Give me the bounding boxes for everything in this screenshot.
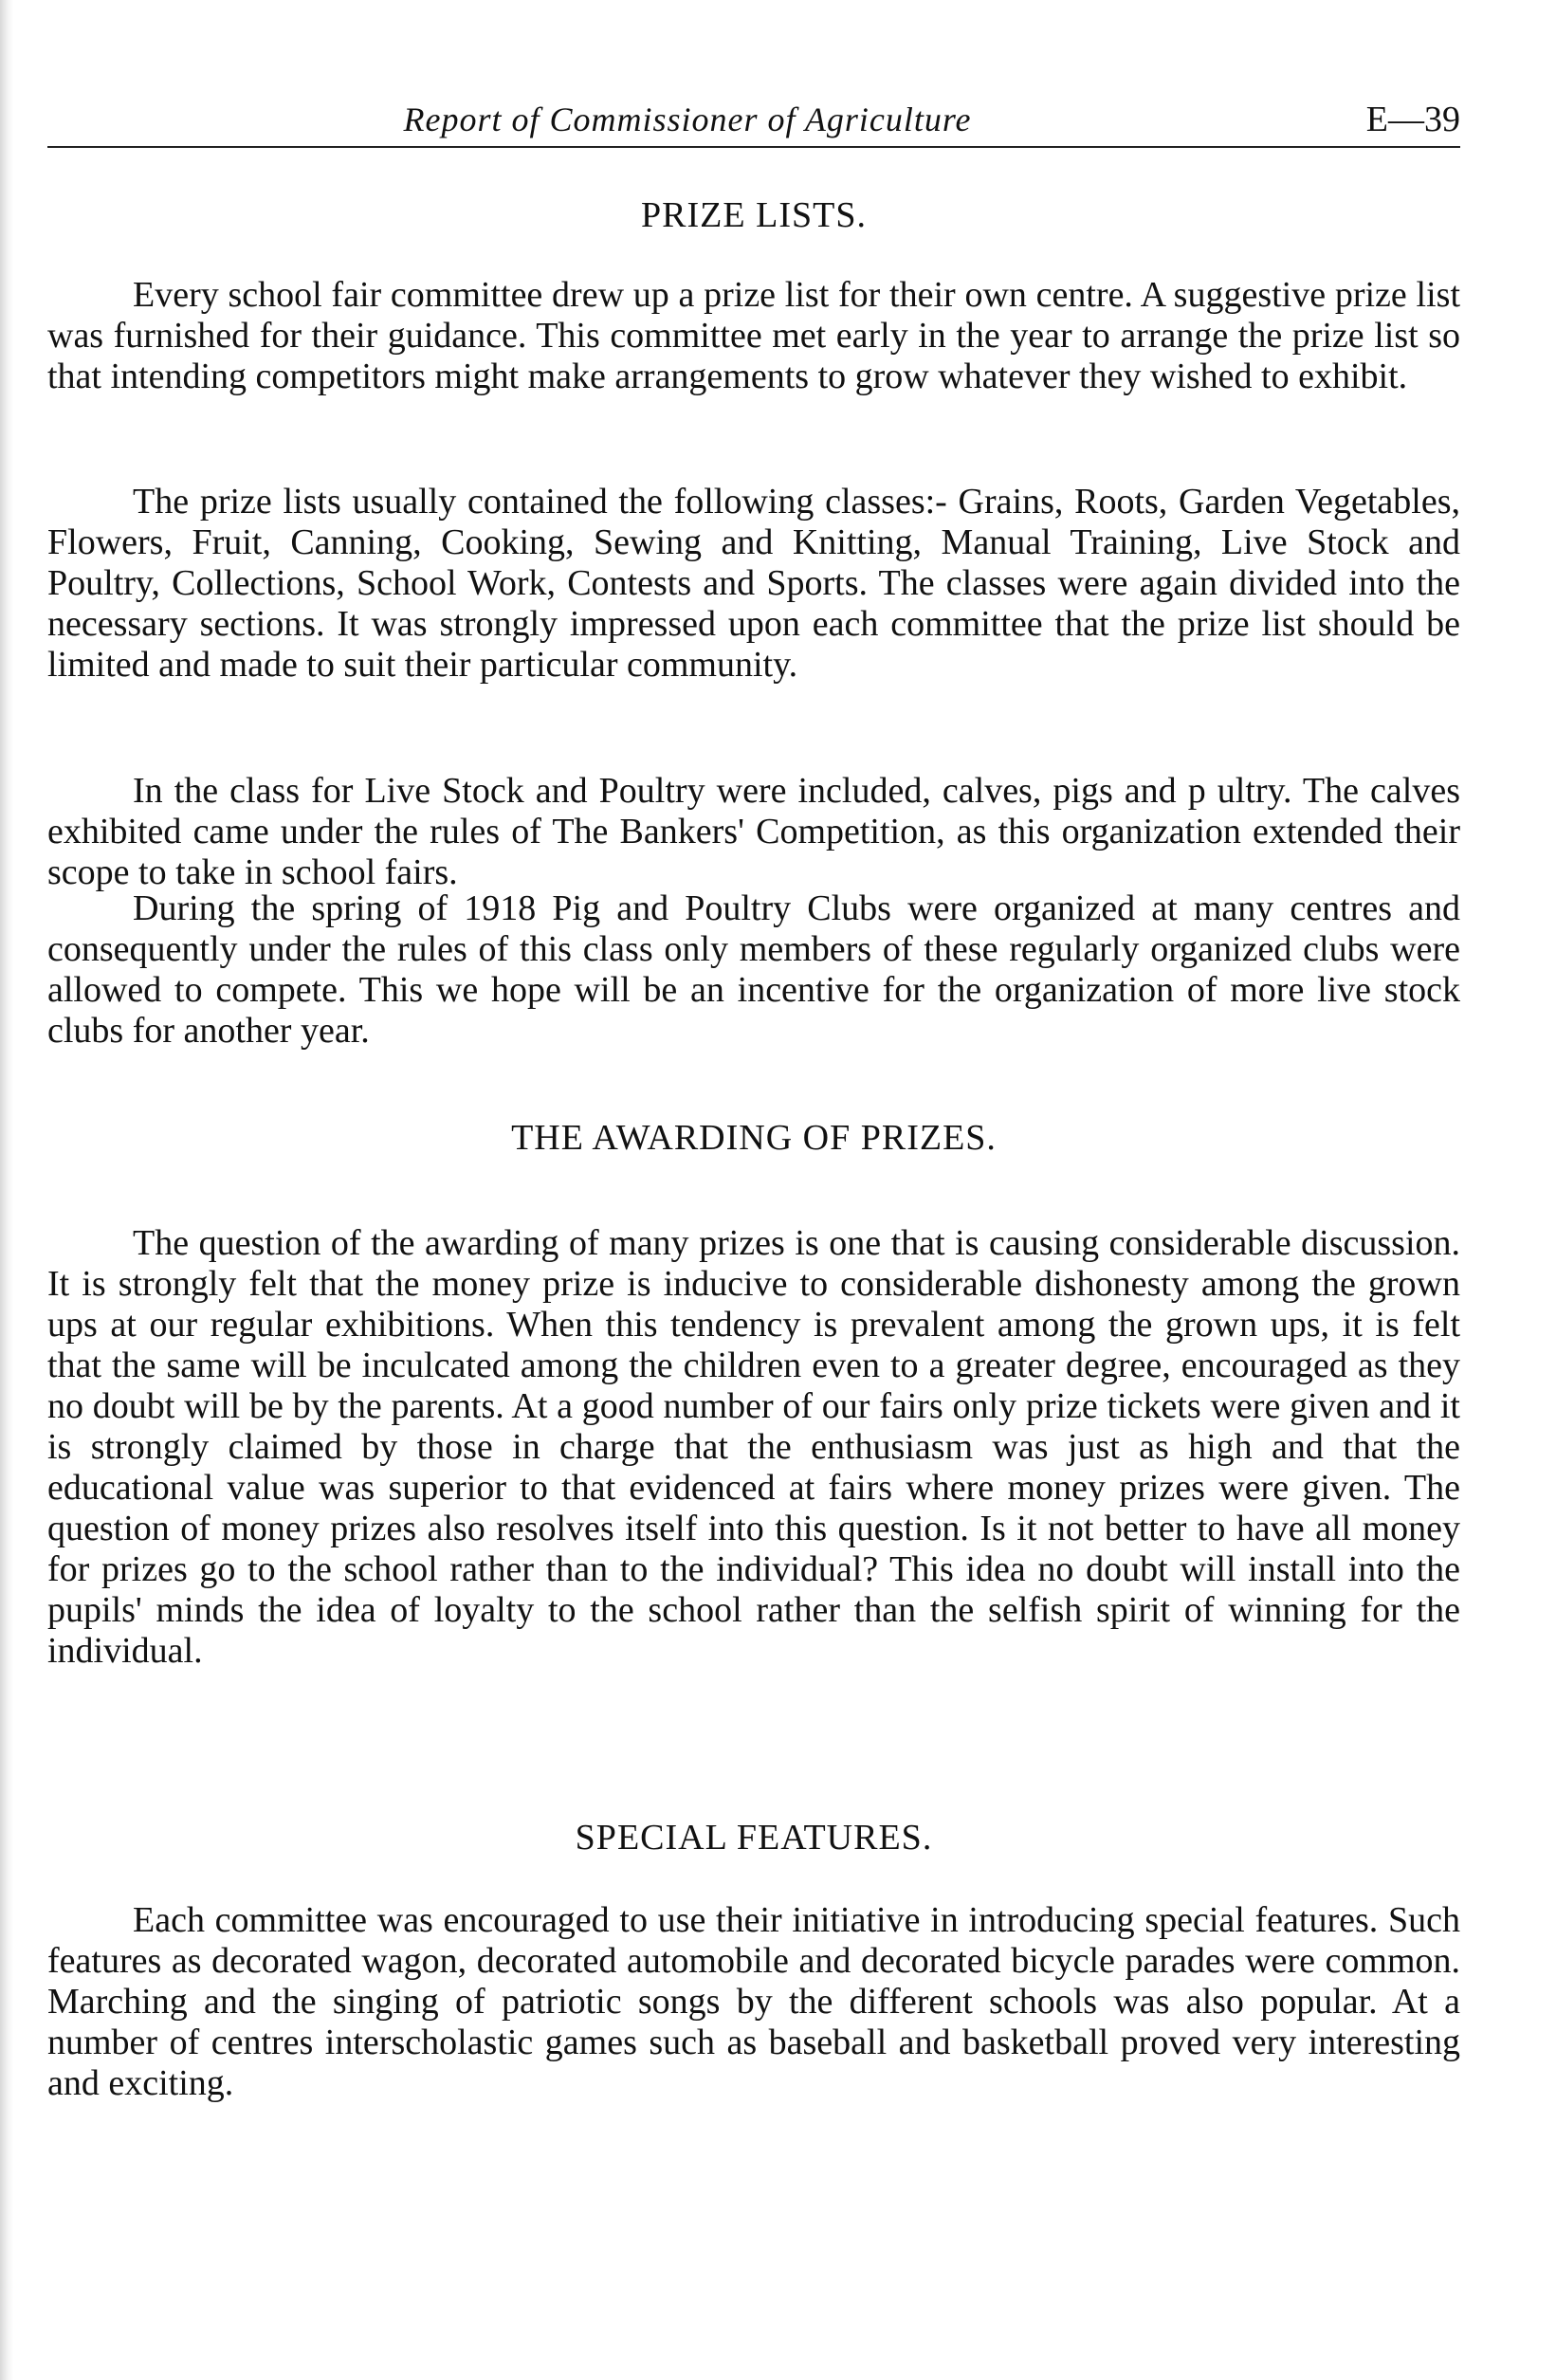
paragraph-prize-lists-3: In the class for Live Stock and Poultry were included, calves, pigs and p ultry. The calves exhibited came under the rules of The Bankers' Competition, as this organization extended their scope to take in school fairs. bbox=[47, 771, 1460, 892]
paragraph-prize-lists-2: The prize lists usually contained the following classes:- Grains, Roots, Garden Vegetables, Flowers, Fruit, Canning, Cooking, Sewing and Knitting, Manual Training, Live Stock and Poultry, Collections, School Work, Contests and Sports. The classes were again divided into the necessary sections. It was strongly impressed upon each committee that the prize list should be limited and made to suit their particular community. bbox=[47, 482, 1460, 685]
heading-awarding-of-prizes: THE AWARDING OF PRIZES. bbox=[511, 1118, 997, 1158]
paragraph-awarding-of-prizes: The question of the awarding of many prizes is one that is causing considerable discussion. It is strongly felt that the money prize is inducive to considerable dishonesty among the grown ups at our regular exhibitions. When this tendency is prevalent among the grown ups, it is felt that the same will be inculcated among the children even to a greater degree, encouraged as they no doubt will be by the parents. At a good number of our fairs only prize tickets were given and it is strongly claimed by those in charge that the enthusiasm was just as high and that the educational value was superior to that evidenced at fairs where money prizes were given. The question of money prizes also resolves itself into this question. Is it not better to have all money for prizes go to the school rather than to the individual? This idea no doubt will install into the pupils' minds the idea of loyalty to the school rather than the selfish spirit of winning for the individual. bbox=[47, 1223, 1460, 1671]
page-number: E—39 bbox=[1365, 100, 1460, 139]
paragraph-prize-lists-1: Every school fair committee drew up a prize list for their own centre. A suggestive prize list was furnished for their guidance. This committee met early in the year to arrange the prize list so that intending competitors might make arrangements to grow whatever they wished to exhibit. bbox=[47, 275, 1460, 396]
paragraph-prize-lists-4: During the spring of 1918 Pig and Poultry Clubs were organized at many centres and consequently under the rules of this class only members of these regularly organized clubs were allowed to compete. This we hope will be an incentive for the organization of more live stock clubs for another year. bbox=[47, 888, 1460, 1051]
page-edge-shadow bbox=[0, 0, 13, 2380]
heading-special-features: SPECIAL FEATURES. bbox=[575, 1818, 933, 1858]
running-header bbox=[47, 93, 1460, 148]
heading-prize-lists: PRIZE LISTS. bbox=[641, 195, 867, 235]
paragraph-special-features: Each committee was encouraged to use their initiative in introducing special features. Such features as decorated wagon, decorated automobile and decorated bicycle parades were common. Marching and the singing of patriotic songs by the different schools was also popular. At a number of centres interscholastic games such as baseball and basketball proved very interesting and exciting. bbox=[47, 1900, 1460, 2103]
running-title: Report of Commissioner of Agriculture bbox=[403, 101, 972, 138]
